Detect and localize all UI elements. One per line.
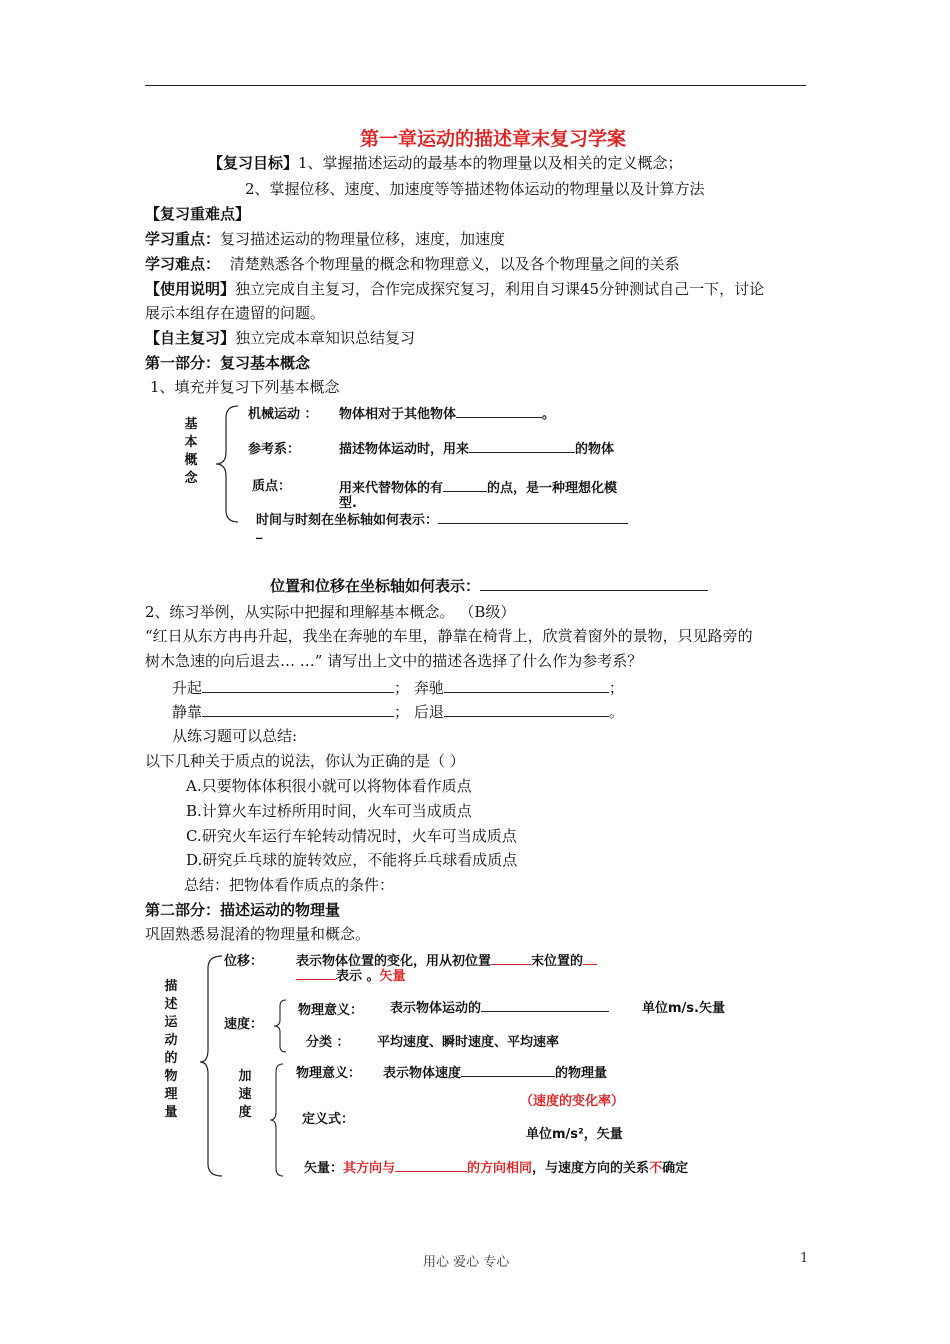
w2-label: 奔驰 [413, 679, 444, 697]
acceleration-brace [268, 1062, 286, 1178]
usage-label: 【使用说明】 [145, 280, 236, 298]
option-c: C.研究火车运行车轮转动情况时，火车可当成质点 [186, 827, 517, 845]
header-rule [145, 85, 806, 86]
usage-text-2: 展示本组存在遗留的问题。 [145, 304, 326, 322]
acc-vector-blank[interactable] [395, 1158, 467, 1172]
w4-blank[interactable] [444, 702, 609, 717]
speed-category-label: 分类 ： [306, 1035, 350, 1050]
w1-blank[interactable] [202, 678, 394, 693]
answer-row-1 [172, 677, 624, 698]
acc-meaning-line [383, 1062, 607, 1081]
c2-line [339, 438, 614, 457]
c1-end: 。 [542, 407, 556, 422]
focus-text: 复习描述运动的物理量位移，速度，加速度 [220, 230, 506, 248]
c5-text: 位置和位移在坐标轴如何表示： [270, 577, 481, 595]
c2-blank[interactable] [469, 438, 575, 453]
w1-label: 升起 [172, 679, 203, 697]
difficulty-line [145, 253, 680, 274]
c2-end: 的物体 [575, 442, 615, 457]
acceleration-label: 加速度 [238, 1069, 252, 1120]
c2-def: 描述物体运动时，用来 [339, 442, 470, 457]
speed-category: 平均速度、瞬时速度、平均速率 [377, 1035, 560, 1050]
displacement-label: 位移： [224, 954, 264, 969]
c3-def: 用来代替物体的有 [339, 481, 444, 496]
disp-def-3: 表示 。 [336, 969, 380, 984]
disp-blank-2[interactable] [583, 951, 597, 965]
c2-term: 参考系： [248, 442, 301, 457]
w2-blank[interactable] [444, 678, 609, 693]
c4-text: 时间与时刻在坐标轴如何表示： [256, 513, 439, 528]
key-points-label: 【复习重难点】 [145, 205, 251, 223]
acc-vector-4: 不 [649, 1161, 663, 1176]
conclusion-text: 总结：把物体看作质点的条件： [184, 876, 395, 894]
usage-line-1 [145, 278, 764, 299]
quote-line-2: 树木急速的向后退去… …” 请写出上文中的描述各选择了什么作为参考系？ [145, 652, 643, 670]
c4-dash: _ [256, 525, 263, 540]
objective-1: 1、掌握描述运动的最基本的物理量以及相关的定义概念； [298, 154, 683, 172]
speed-unit: 单位m/s.矢量 [642, 1001, 725, 1016]
footer-center: 用心 爱心 专心 [423, 1255, 510, 1270]
disp-def-2: 末位置的 [531, 954, 584, 969]
c3-line [339, 477, 617, 496]
c1-blank[interactable] [456, 403, 542, 418]
acc-rate-close: ） [611, 1094, 625, 1109]
acc-meaning: 表示物体速度 [383, 1066, 462, 1081]
part1-q1: 1、填充并复习下列基本概念 [150, 378, 340, 396]
c3-term: 质点： [252, 479, 292, 494]
c1-term: 机械运动 ： [248, 407, 318, 422]
acc-vector-2: 的方向相同 [467, 1161, 533, 1176]
acc-meaning-blank[interactable] [461, 1062, 555, 1077]
acc-vector-3: ，与速度方向的关系 [532, 1161, 650, 1176]
self-review-text: 独立完成本章知识总结复习 [235, 329, 416, 347]
w4-end: 。 [608, 703, 624, 721]
disp-blank-1[interactable] [491, 951, 531, 965]
focus-label: 学习重点： [145, 230, 221, 248]
concept-group-label: 基本概念 [184, 417, 198, 486]
usage-text-1: 独立完成自主复习，合作完成探究复习，利用自习课45分钟测试自己一下，讨论 [235, 280, 765, 298]
difficulty-label: 学习难点： [145, 255, 221, 273]
page-title: 第一章运动的描述章末复习学案 [360, 128, 627, 150]
self-review-line [145, 327, 415, 348]
speed-meaning-line [390, 997, 609, 1016]
option-b: B.计算火车过桥所用时间，火车可当成质点 [186, 802, 472, 820]
option-d: D.研究乒乓球的旋转效应，不能将乒乓球看成质点 [186, 851, 518, 869]
c3-wrap: 型. [339, 496, 357, 511]
acc-rate-line [520, 1090, 624, 1109]
w4-label: 后退 [413, 703, 444, 721]
part1-q2: 2、练习举例，从实际中把握和理解基本概念。 （B级） [145, 603, 516, 621]
speed-brace [272, 998, 288, 1054]
acc-vector-1: 其方向与 [343, 1161, 396, 1176]
w3-blank[interactable] [202, 702, 394, 717]
concept-brace [212, 404, 242, 524]
c3-blank[interactable] [443, 477, 487, 492]
part2-title: 第二部分：描述运动的物理量 [145, 901, 341, 919]
acc-unit: 单位m/s²，矢量 [526, 1127, 623, 1142]
acc-vector-line [304, 1157, 688, 1176]
disp-blank-3[interactable] [296, 966, 336, 980]
c5-blank[interactable] [480, 576, 708, 591]
c3-end: 的点，是一种理想化模 [487, 481, 618, 496]
c5-line [270, 575, 708, 596]
part2-main-brace [198, 954, 226, 1178]
objectives-label: 【复习目标】 [208, 154, 299, 172]
acc-rate: 速度的变化率 [533, 1094, 612, 1109]
c1-line [339, 403, 555, 422]
w2-sep: ； [608, 679, 624, 697]
mc-question: 以下几种关于质点的说法，你认为正确的是（ ） [145, 752, 465, 770]
w3-label: 静靠 [172, 703, 203, 721]
w1-sep: ； [394, 679, 410, 697]
displacement-line-2 [296, 965, 406, 984]
difficulty-text: 清楚熟悉各个物理量的概念和物理意义，以及各个物理量之间的关系 [229, 255, 680, 273]
acc-meaning-end: 的物理量 [555, 1066, 608, 1081]
acc-vector-label: 矢量： [304, 1161, 344, 1176]
speed-label: 速度： [224, 1017, 264, 1032]
acc-rate-open: （ [520, 1094, 534, 1109]
part2-group-label: 描述运动的物理量 [164, 979, 178, 1120]
speed-blank[interactable] [481, 997, 609, 1012]
speed-meaning: 表示物体运动的 [390, 1001, 482, 1016]
w3-sep: ； [394, 703, 410, 721]
summary-text: 从练习题可以总结: [172, 727, 298, 745]
acc-meaning-label: 物理意义： [296, 1066, 362, 1081]
c1-def: 物体相对于其他物体 [339, 407, 457, 422]
answer-row-2 [172, 701, 624, 722]
page-number: 1 [800, 1251, 809, 1266]
speed-meaning-label: 物理意义： [298, 1003, 364, 1018]
disp-def-1: 表示物体位置的变化，用从初位置 [296, 954, 492, 969]
disp-vector: 矢量 [379, 969, 406, 984]
c4-line [256, 509, 628, 528]
quote-line-1: “红日从东方冉冉升起，我坐在奔驰的车里，静靠在椅背上，欣赏着窗外的景物，只见路旁的 [145, 627, 753, 645]
objectives-line-1 [208, 152, 683, 173]
self-review-label: 【自主复习】 [145, 329, 236, 347]
part1-title: 第一部分：复习基本概念 [145, 354, 311, 372]
option-a: A.只要物体体积很小就可以将物体看作质点 [186, 777, 472, 795]
c4-blank[interactable] [438, 509, 628, 524]
focus-line [145, 228, 505, 249]
acc-definition-label: 定义式： [302, 1112, 355, 1127]
acc-vector-5: 确定 [662, 1161, 689, 1176]
part2-intro: 巩固熟悉易混淆的物理量和概念。 [145, 925, 371, 943]
objective-2: 2、掌握位移、速度、加速度等等描述物体运动的物理量以及计算方法 [245, 180, 705, 198]
